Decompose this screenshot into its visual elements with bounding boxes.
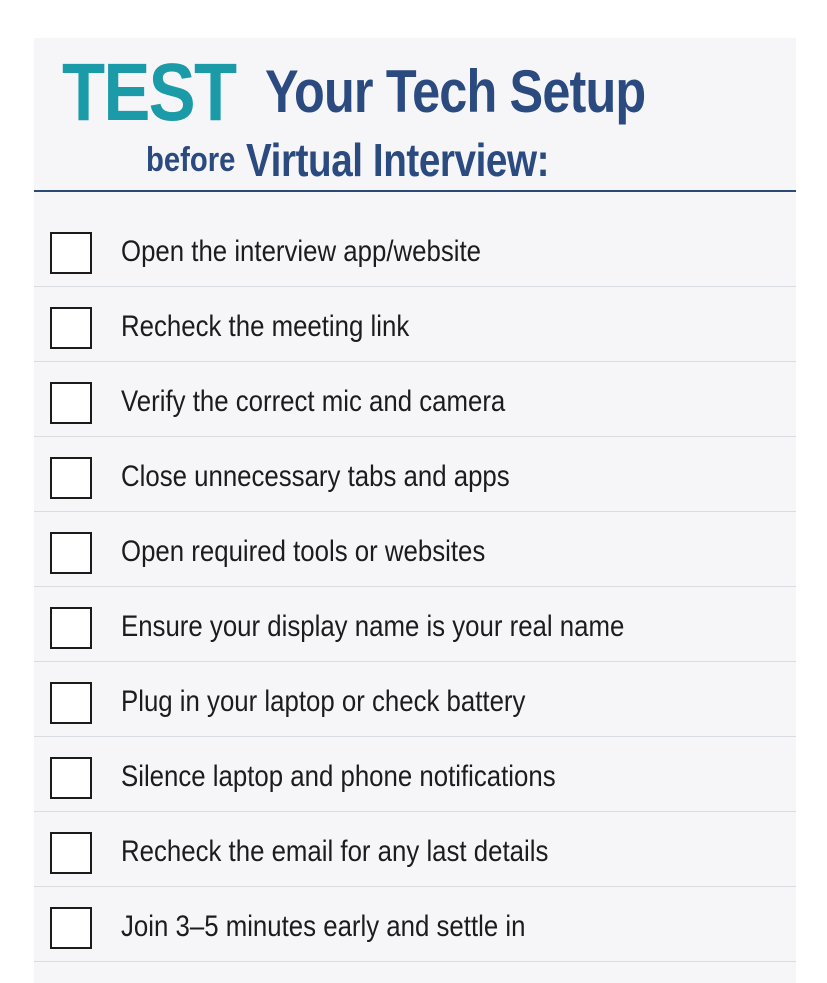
checklist-item-label: Verify the correct mic and camera: [121, 385, 506, 418]
checklist-item-label: Recheck the meeting link: [121, 310, 410, 343]
title-rest: Your Tech Setup: [265, 58, 646, 125]
checklist-item: [34, 512, 796, 587]
checkbox[interactable]: [50, 232, 92, 274]
checkbox[interactable]: [50, 907, 92, 949]
checklist-item: [34, 662, 796, 737]
checklist-item-label: Ensure your display name is your real name: [121, 610, 625, 643]
title-subtitle: [146, 134, 607, 186]
checkbox[interactable]: [50, 532, 92, 574]
checklist: [34, 212, 796, 962]
checklist-item: [34, 812, 796, 887]
checklist-item-label: Plug in your laptop or check battery: [121, 685, 526, 718]
checklist-item-label: Open required tools or websites: [121, 535, 486, 568]
checklist-item: [34, 737, 796, 812]
checklist-item: [34, 437, 796, 512]
checklist-item: [34, 587, 796, 662]
checkbox[interactable]: [50, 457, 92, 499]
checkbox[interactable]: [50, 682, 92, 724]
checkbox[interactable]: [50, 607, 92, 649]
checklist-item-label: Join 3–5 minutes early and settle in: [121, 910, 526, 943]
checklist-item-label: Close unnecessary tabs and apps: [121, 460, 510, 493]
title-highlight: TEST: [62, 47, 236, 138]
title-subject: Virtual Interview:: [246, 134, 550, 186]
header-divider: [34, 190, 796, 192]
checkbox[interactable]: [50, 307, 92, 349]
checklist-item-label: Silence laptop and phone notifications: [121, 760, 556, 793]
checklist-card: [34, 38, 796, 983]
checkbox[interactable]: [50, 757, 92, 799]
checklist-item: [34, 287, 796, 362]
checklist-item: [34, 212, 796, 287]
checkbox[interactable]: [50, 382, 92, 424]
checklist-item-label: Recheck the email for any last details: [121, 835, 549, 868]
title-main: [62, 47, 646, 138]
checkbox[interactable]: [50, 832, 92, 874]
checklist-item: [34, 887, 796, 962]
checklist-item: [34, 362, 796, 437]
title-prefix: before: [146, 141, 236, 179]
checklist-item-label: Open the interview app/website: [121, 235, 481, 268]
